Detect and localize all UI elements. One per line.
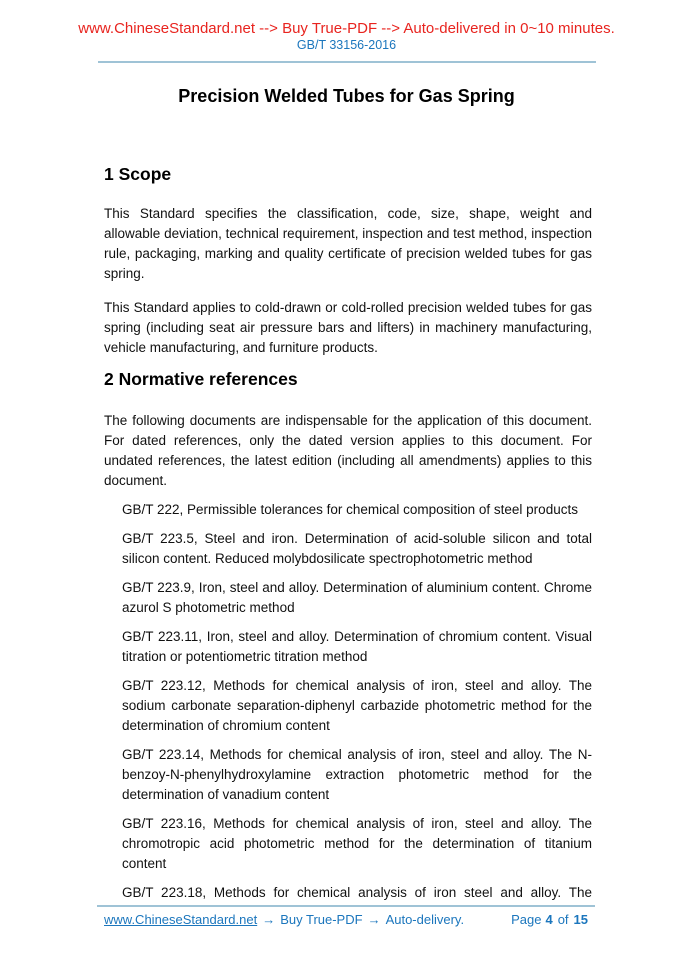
- document-title: Precision Welded Tubes for Gas Spring: [178, 86, 515, 106]
- reference-item: GB/T 223.5, Steel and iron. Determination of acid-soluble silicon and total silicon content. Reduced molybdosilicate spectrophotometric method: [122, 531, 592, 566]
- reference-item: GB/T 223.16, Methods for chemical analysis of iron, steel and alloy. The chromotropic acid photometric method for the determination of titanium content: [122, 816, 592, 871]
- page-indicator: [511, 911, 592, 929]
- section-heading-normative-references: 2 Normative references: [104, 369, 298, 389]
- footer-buy-label: Buy True-PDF: [280, 912, 363, 927]
- footer-site-link[interactable]: www.ChineseStandard.net: [104, 912, 258, 927]
- scope-paragraph-2: This Standard applies to cold-drawn or cold-rolled precision welded tubes for gas spring (including seat air pressure bars and lifters) in machinery manufacturing, vehicle manufacturing, and furniture products.: [104, 300, 592, 355]
- document-body: [104, 164, 592, 903]
- page-footer: [104, 911, 592, 929]
- page-label: Page: [511, 912, 542, 927]
- promo-banner: www.ChineseStandard.net --> Buy True-PDF --> Auto-delivered in 0~10 minutes.: [78, 20, 615, 37]
- normative-intro-paragraph: The following documents are indispensable for the application of this document. For dated references, only the dated version applies to this document. For undated references, the latest edition (including all amendments) applies to this document.: [104, 413, 592, 488]
- reference-item-continued: GB/T 223.18, Methods for chemical analysis of iron steel and alloy. The: [122, 885, 592, 900]
- reference-item: GB/T 222, Permissible tolerances for chemical composition of steel products: [122, 502, 578, 517]
- footer-links: [104, 911, 464, 929]
- reference-item: GB/T 223.14, Methods for chemical analysis of iron, steel and alloy. The N-benzoy-N-phenylhydroxylamine extraction photometric method for the determination of vanadium content: [122, 747, 592, 802]
- total-page-count: 15: [573, 912, 588, 927]
- section-heading-scope: 1 Scope: [104, 164, 172, 184]
- of-label: of: [557, 912, 569, 927]
- reference-item: GB/T 223.11, Iron, steel and alloy. Determination of chromium content. Visual titration or potentiometric titration method: [122, 629, 592, 664]
- header-divider: [98, 61, 596, 63]
- footer-divider: [97, 905, 595, 907]
- arrow-right-icon: →: [367, 912, 381, 927]
- reference-item: GB/T 223.12, Methods for chemical analysis of iron, steel and alloy. The sodium carbonate separation-diphenyl carbazide photometric method for the determination of chromium content: [122, 678, 592, 733]
- standard-number: GB/T 33156-2016: [296, 38, 397, 52]
- arrow-right-icon: →: [262, 912, 276, 927]
- reference-item: GB/T 223.9, Iron, steel and alloy. Determination of aluminium content. Chrome azurol S photometric method: [122, 580, 592, 615]
- current-page-number: 4: [545, 912, 553, 927]
- scope-paragraph-1: This Standard specifies the classification, code, size, shape, weight and allowable deviation, technical requirement, inspection and test method, inspection rule, packaging, marking and quality certificate of precision welded tubes for gas spring.: [104, 206, 592, 281]
- footer-delivery-label: Auto-delivery.: [385, 912, 465, 927]
